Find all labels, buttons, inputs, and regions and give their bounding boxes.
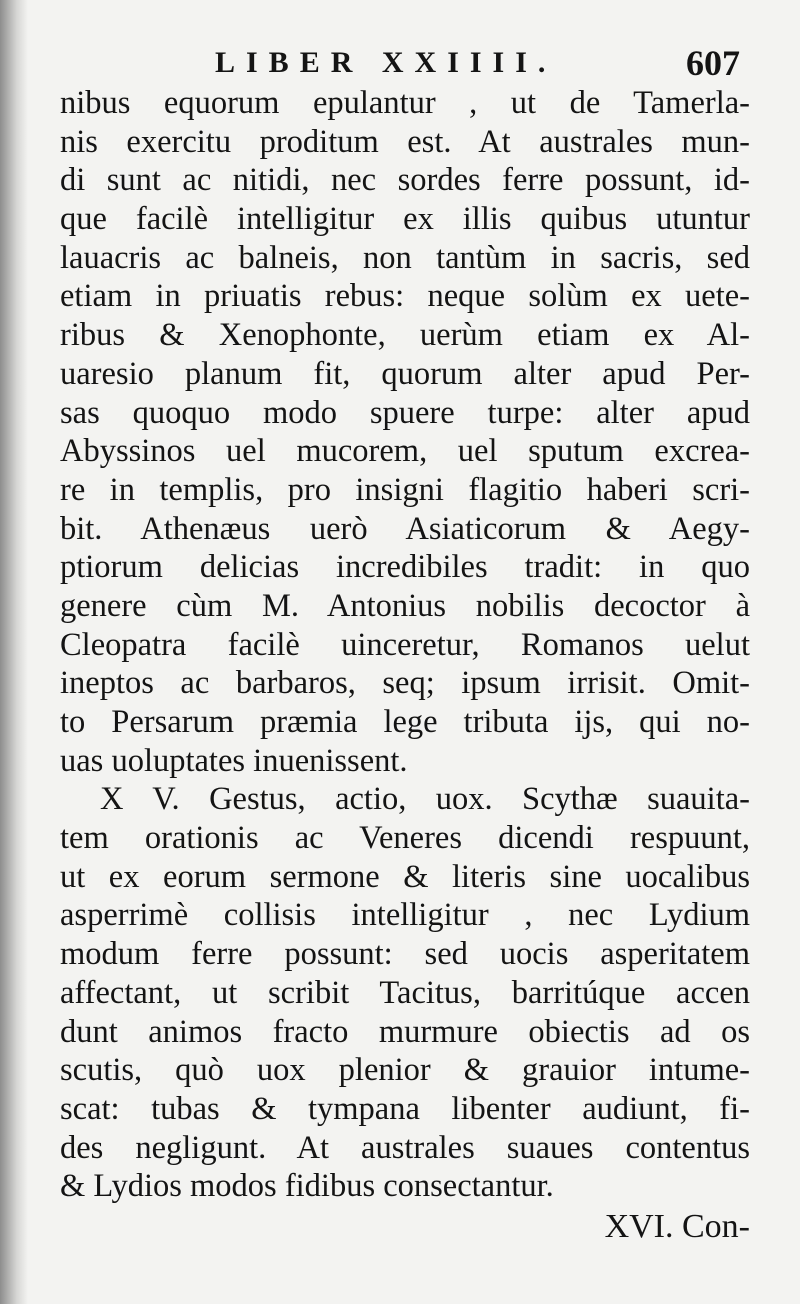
section-heading-line: X V. Gestus, actio, uox. Scythæ suauita- [100, 781, 750, 818]
page-body [60, 84, 750, 1248]
text-line: genere cùm M. Antonius nobilis decoctor à [60, 587, 750, 624]
text-line: re in templis, pro insigni flagitio haberi scri- [60, 471, 750, 508]
text-line: etiam in priuatis rebus: neque solùm ex uete- [60, 278, 750, 315]
text-line: des negligunt. At australes suaues contentus [60, 1129, 750, 1166]
text-line: uaresio planum fit, quorum alter apud Per- [60, 355, 750, 392]
text-line: dunt animos fracto murmure obiectis ad os [60, 1013, 750, 1050]
page-number: 607 [686, 43, 740, 83]
text-line: affectant, ut scribit Tacitus, barritúque accen [60, 974, 750, 1011]
text-line: & Lydios modos fidibus consectantur. [60, 1168, 554, 1205]
text-line: scutis, quò uox plenior & grauior intume- [60, 1052, 750, 1089]
text-line: bit. Athenæus uerò Asiaticorum & Aegy- [60, 510, 750, 547]
text-line: ptiorum delicias incredibiles tradit: in quo [60, 549, 750, 586]
text-line: ribus & Xenophonte, uerùm etiam ex Al- [60, 317, 750, 354]
text-line: que facilè intelligitur ex illis quibus utuntur [60, 201, 750, 238]
text-line: nibus equorum epulantur , ut de Tamerla- [60, 85, 750, 121]
text-line: modum ferre possunt: sed uocis asperitatem [60, 936, 750, 973]
text-line: Abyssinos uel mucorem, uel sputum excrea- [60, 433, 750, 470]
text-line: scat: tubas & tympana libenter audiunt, fi- [60, 1090, 750, 1127]
text-line: di sunt ac nitidi, nec sordes ferre possunt, id- [60, 162, 750, 199]
text-line: ineptos ac barbaros, seq; ipsum irrisit. Omit- [60, 665, 750, 702]
text-line: sas quoquo modo spuere turpe: alter apud [60, 394, 750, 431]
text-line: asperrimè collisis intelligitur , nec Lydium [60, 897, 750, 934]
text-line: uas uoluptates inuenissent. [60, 742, 408, 779]
text-line: nis exercitu proditum est. At australes mun- [60, 123, 750, 160]
text-line: lauacris ac balneis, non tantùm in sacris, sed [60, 239, 750, 276]
text-line: tem orationis ac Veneres dicendi respuunt, [60, 820, 750, 857]
running-head: LIBER XXIIII. [215, 46, 557, 79]
catchword: XVI. Con- [604, 1207, 750, 1245]
text-line: Cleopatra facilè uinceretur, Romanos uelut [60, 626, 750, 663]
text-line: ut ex eorum sermone & literis sine uocalibus [60, 858, 750, 895]
text-line: to Persarum præmia lege tributa ijs, qui no- [60, 704, 750, 740]
